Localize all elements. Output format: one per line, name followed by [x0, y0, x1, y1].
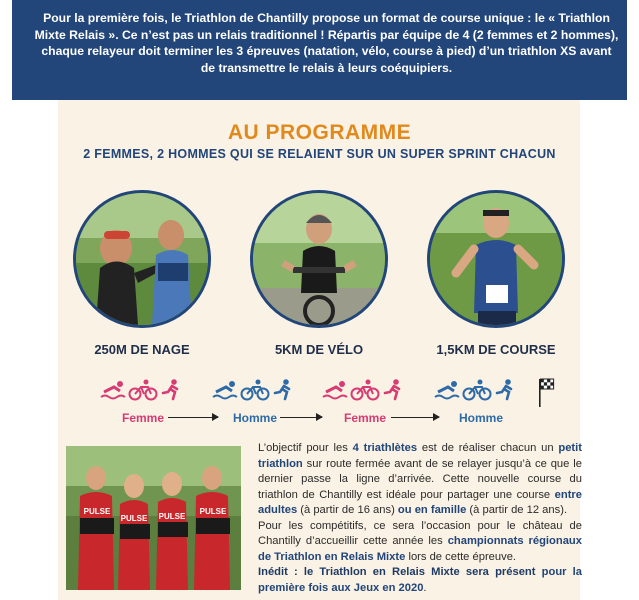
checkered-flag-icon [538, 378, 556, 408]
event-label-run: 1,5KM DE COURSE [436, 342, 556, 357]
run-icon [272, 379, 294, 401]
swim-icon [100, 379, 126, 401]
relay-label-4: Homme [459, 411, 504, 425]
event-label-swim: 250M DE NAGE [94, 342, 190, 357]
run-icon [160, 379, 182, 401]
program-title: AU PROGRAMME [227, 121, 412, 144]
relay-label-3: Femme [344, 411, 387, 425]
bike-icon [462, 379, 492, 401]
relay-label-1: Femme [122, 411, 165, 425]
intro-text: Pour la première fois, le Triathlon de Chantilly propose un format de course unique : le « Triathlon Mixte Relais ». Ce n’est pas un relais traditionnel ! Répartis par équipe de 4 (2 femmes et 2 hommes), chaque relayeur doit terminer les 3 épreuves (natation, vélo, course à pied) d’un triathlon XS avant de transmettre le relais à leurs coéquipiers. [34, 11, 619, 75]
paragraph-objective: L’objectif pour les 4 triathlètes est de réaliser chacun un petit triathlon sur route fermée avant de se relayer jusqu’à ce que le dernier passe la ligne d’arrivée. Cette nouvelle course du triathlon de Chantilly est idéale pour partager une course entre adultes (à partir de 16 ans) ou en famille (à partir de 12 ans). [258, 442, 582, 516]
inedit-label: Inédit [258, 566, 288, 578]
relay-leg-2 [212, 378, 294, 402]
run-icon [382, 379, 404, 401]
bike-icon [128, 379, 158, 401]
jersey-text-3: PULSE [158, 512, 186, 521]
relay-leg-4 [434, 378, 516, 402]
run-icon [494, 379, 516, 401]
jersey-text-2: PULSE [120, 514, 148, 523]
jersey-text-1: PULSE [83, 507, 111, 516]
program-subtitle: 2 FEMMES, 2 HOMMES QUI SE RELAIENT SUR UN SUPER SPRINT CHACUN [83, 147, 556, 161]
intro-banner [12, 0, 627, 100]
swim-icon [212, 379, 238, 401]
highlight-petit-triathlon: petit triathlon [258, 442, 582, 470]
swim-icon [322, 379, 348, 401]
event-label-bike: 5KM DE VÉLO [274, 342, 364, 357]
relay-leg-3 [322, 378, 404, 402]
highlight-triathletes: 4 triathlètes [352, 442, 418, 454]
team-photo [66, 446, 241, 590]
relay-arrow-3 [391, 417, 439, 418]
highlight-famille: ou en famille [397, 504, 467, 516]
relay-leg-1 [100, 378, 182, 402]
swim-icon [434, 379, 460, 401]
run-photo [427, 190, 565, 328]
highlight-adultes: entre adultes [258, 488, 582, 516]
relay-arrow-1 [168, 417, 218, 418]
bike-photo [250, 190, 388, 328]
bike-icon [240, 379, 270, 401]
highlight-jeux: pour la première fois aux Jeux en 2020 [258, 566, 583, 594]
relay-diagram [0, 378, 639, 428]
paragraph-competitifs: Pour les compétitifs, ce sera l’occasion pour le château de Chantilly d’accueillir cette année les championnats régionaux de Triathlon en Relais Mixte lors de cette épreuve. [258, 519, 582, 563]
highlight-championnats: championnats régionaux de Triathlon en Relais Mixte [258, 535, 582, 563]
swim-photo [73, 190, 211, 328]
jersey-text-4: PULSE [199, 507, 227, 516]
bike-icon [350, 379, 380, 401]
description-text [258, 441, 582, 596]
relay-arrow-2 [280, 417, 322, 418]
relay-label-2: Homme [233, 411, 278, 425]
paragraph-inedit: Inédit : le Triathlon en Relais Mixte sera présent pour la première fois aux Jeux en 2020. [258, 566, 583, 594]
